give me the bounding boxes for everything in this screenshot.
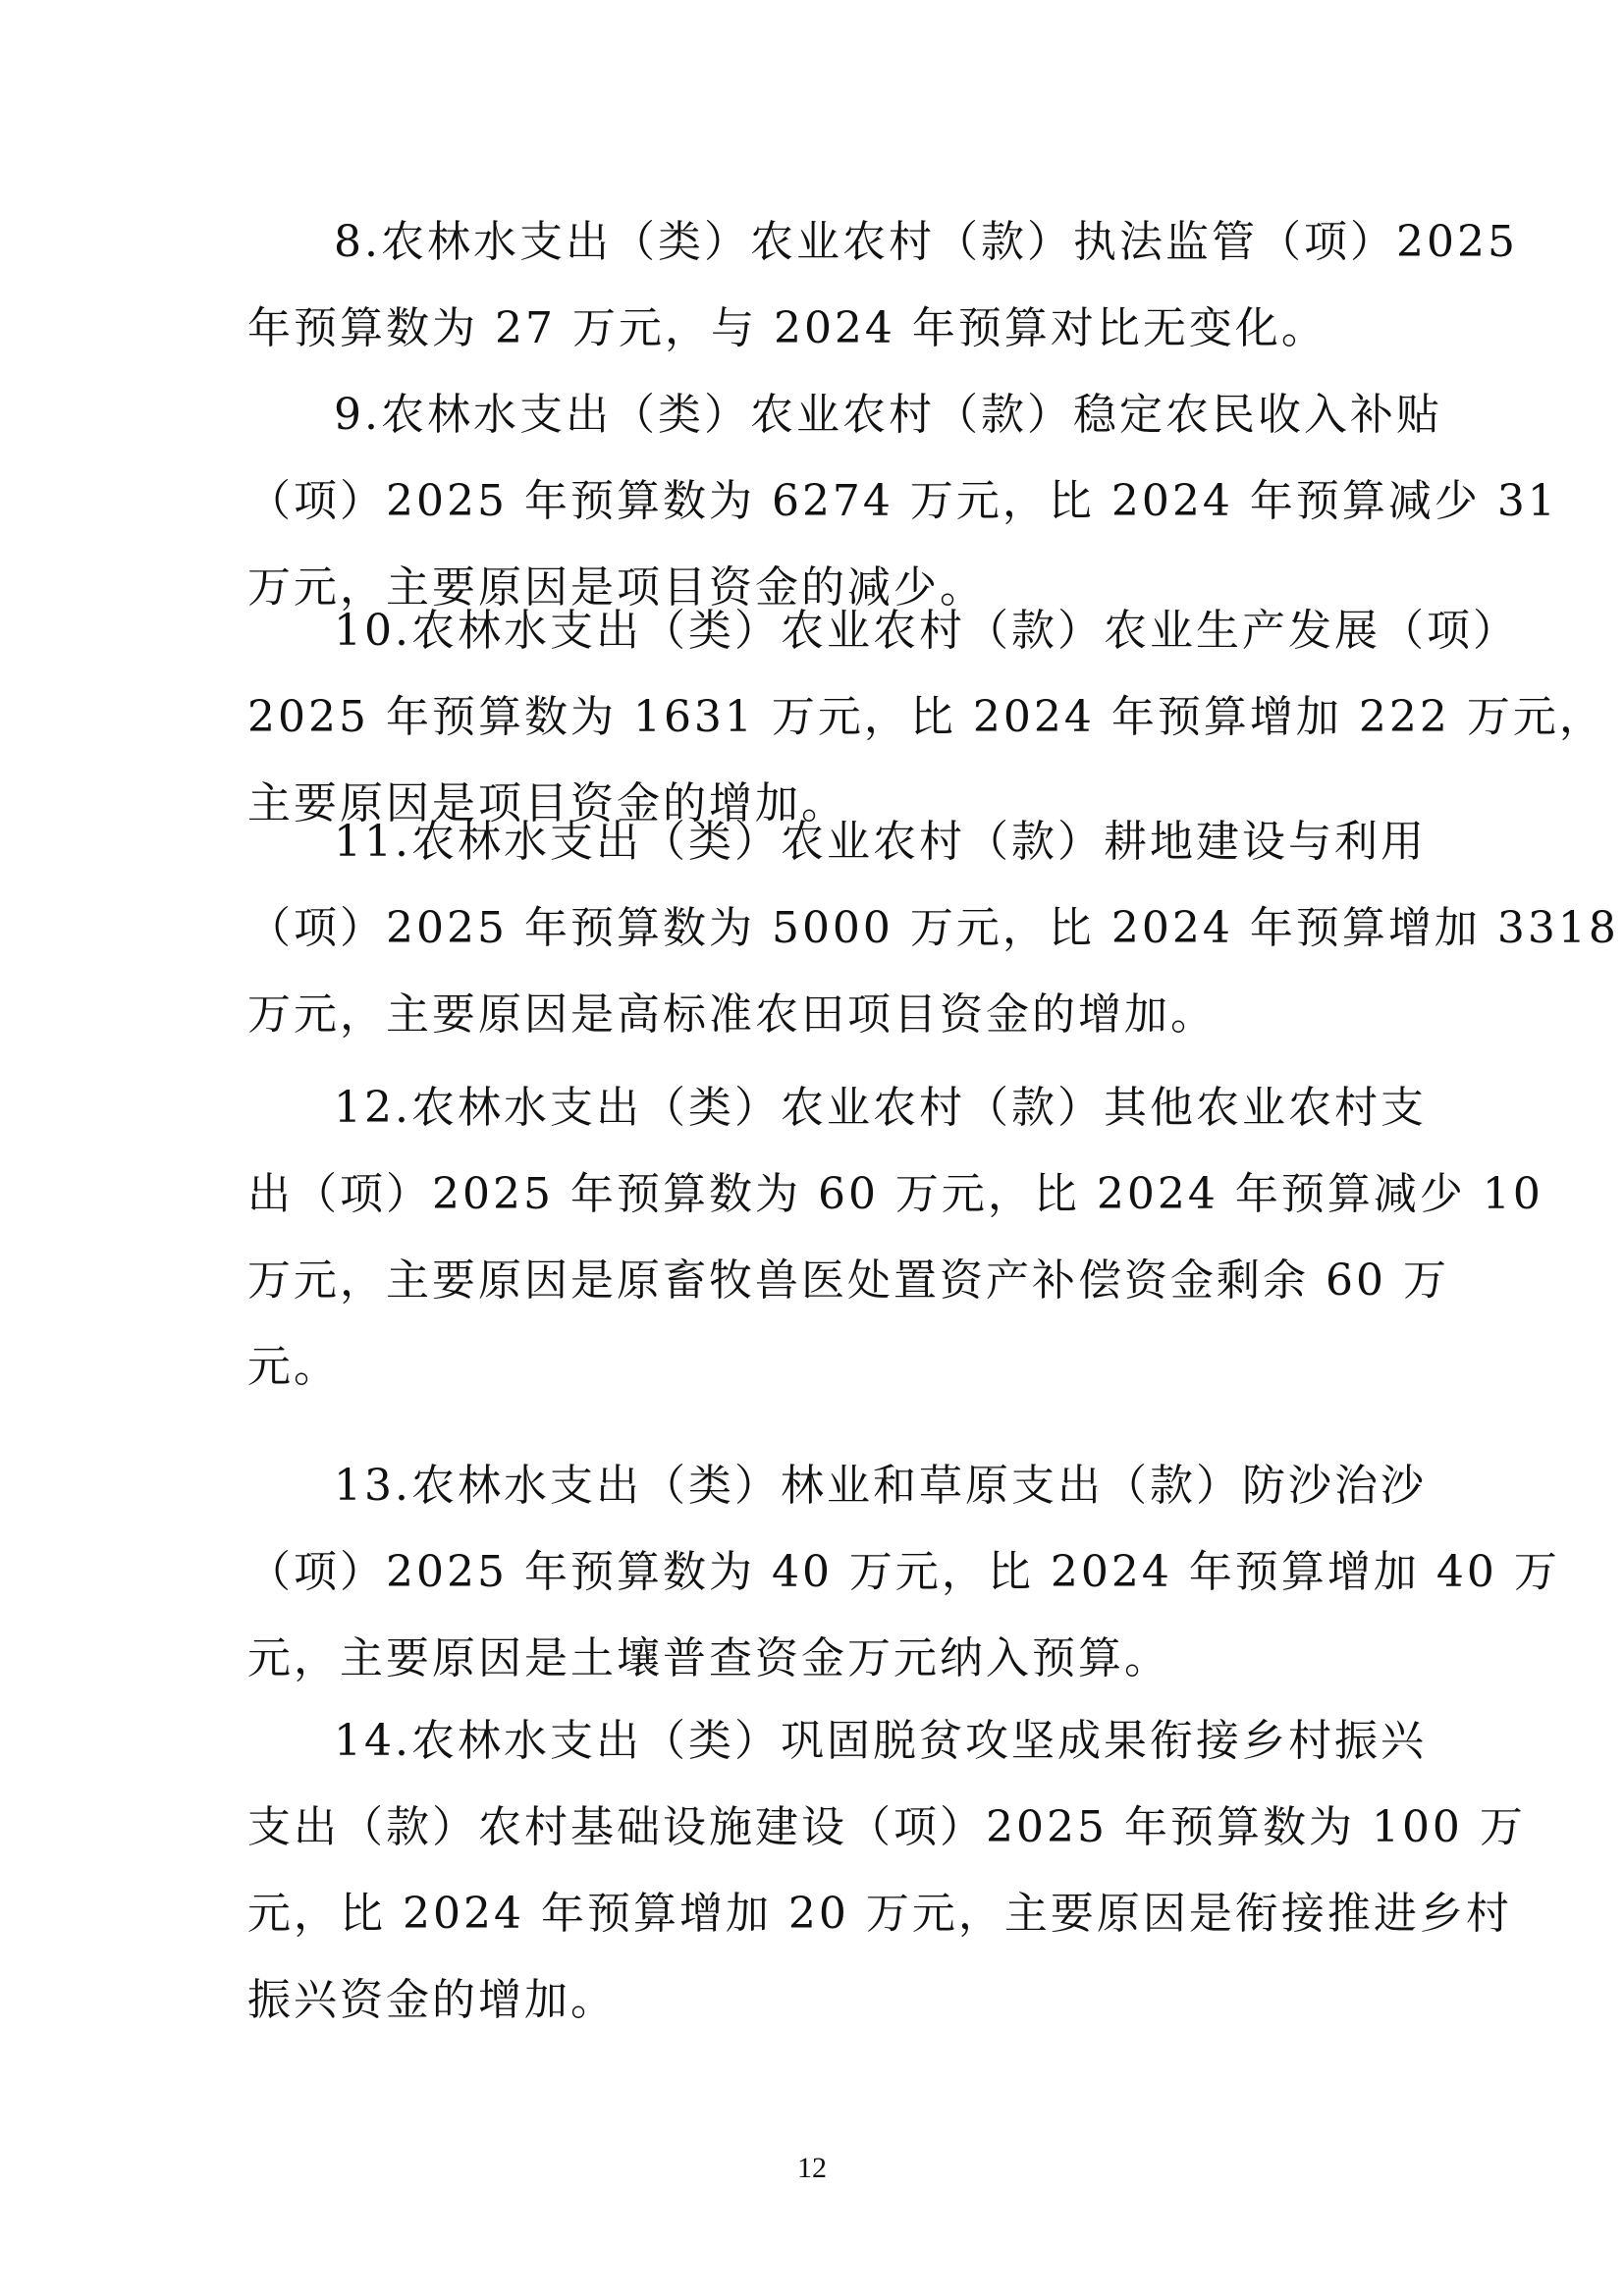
paragraph-line: 支出（款）农村基础设施建设（项）2025 年预算数为 100 万 [247, 1802, 1526, 1852]
paragraph-line: 13.农林水支出（类）林业和草原支出（款）防沙治沙 [334, 1461, 1427, 1511]
paragraph-line: 11.农林水支出（类）农业农村（款）耕地建设与利用 [334, 817, 1427, 867]
paragraph-item-11 [247, 799, 1619, 1058]
paragraph-line: 8.农林水支出（类）农业农村（款）执法监管（项）2025 [334, 217, 1518, 267]
page-number: 12 [797, 2152, 827, 2184]
paragraph-item-13 [247, 1443, 1560, 1702]
paragraph-line: 万元，主要原因是原畜牧兽医处置资产补偿资金剩余 60 万 [247, 1255, 1449, 1306]
paragraph-line: 2025 年预算数为 1631 万元，比 2024 年预算增加 222 万元， [247, 692, 1605, 742]
paragraph-line: 9.农林水支出（类）农业农村（款）稳定农民收入补贴 [334, 390, 1442, 440]
paragraph-line: 年预算数为 27 万元，与 2024 年预算对比无变化。 [247, 303, 1327, 353]
paragraph-item-8 [247, 199, 1518, 372]
paragraph-line: 10.农林水支出（类）农业农村（款）农业生产发展（项） [334, 606, 1519, 656]
paragraph-line: （项）2025 年预算数为 5000 万元，比 2024 年预算增加 3318 [247, 903, 1619, 953]
paragraph-line: 振兴资金的增加。 [247, 1975, 617, 2025]
paragraph-line: 元。 [247, 1342, 340, 1392]
paragraph-line: 元，主要原因是土壤普查资金万元纳入预算。 [247, 1633, 1170, 1683]
paragraph-item-12 [247, 1065, 1543, 1411]
paragraph-line: （项）2025 年预算数为 40 万元，比 2024 年预算增加 40 万 [247, 1547, 1560, 1597]
paragraph-line: 12.农林水支出（类）农业农村（款）其他农业农村支 [334, 1083, 1427, 1133]
paragraph-line: 出（项）2025 年预算数为 60 万元，比 2024 年预算减少 10 [247, 1169, 1543, 1219]
paragraph-line: 主要原因是项目资金的增加。 [247, 778, 847, 828]
paragraph-line: 万元，主要原因是高标准农田项目资金的增加。 [247, 989, 1217, 1040]
paragraph-line: 元，比 2024 年预算增加 20 万元，主要原因是衔接推进乡村 [247, 1889, 1512, 1939]
paragraph-line: 万元，主要原因是项目资金的减少。 [247, 562, 986, 613]
paragraph-item-14 [247, 1698, 1526, 2044]
paragraph-line: 14.农林水支出（类）巩固脱贫攻坚成果衔接乡村振兴 [334, 1716, 1427, 1766]
paragraph-line: （项）2025 年预算数为 6274 万元，比 2024 年预算减少 31 [247, 476, 1558, 526]
